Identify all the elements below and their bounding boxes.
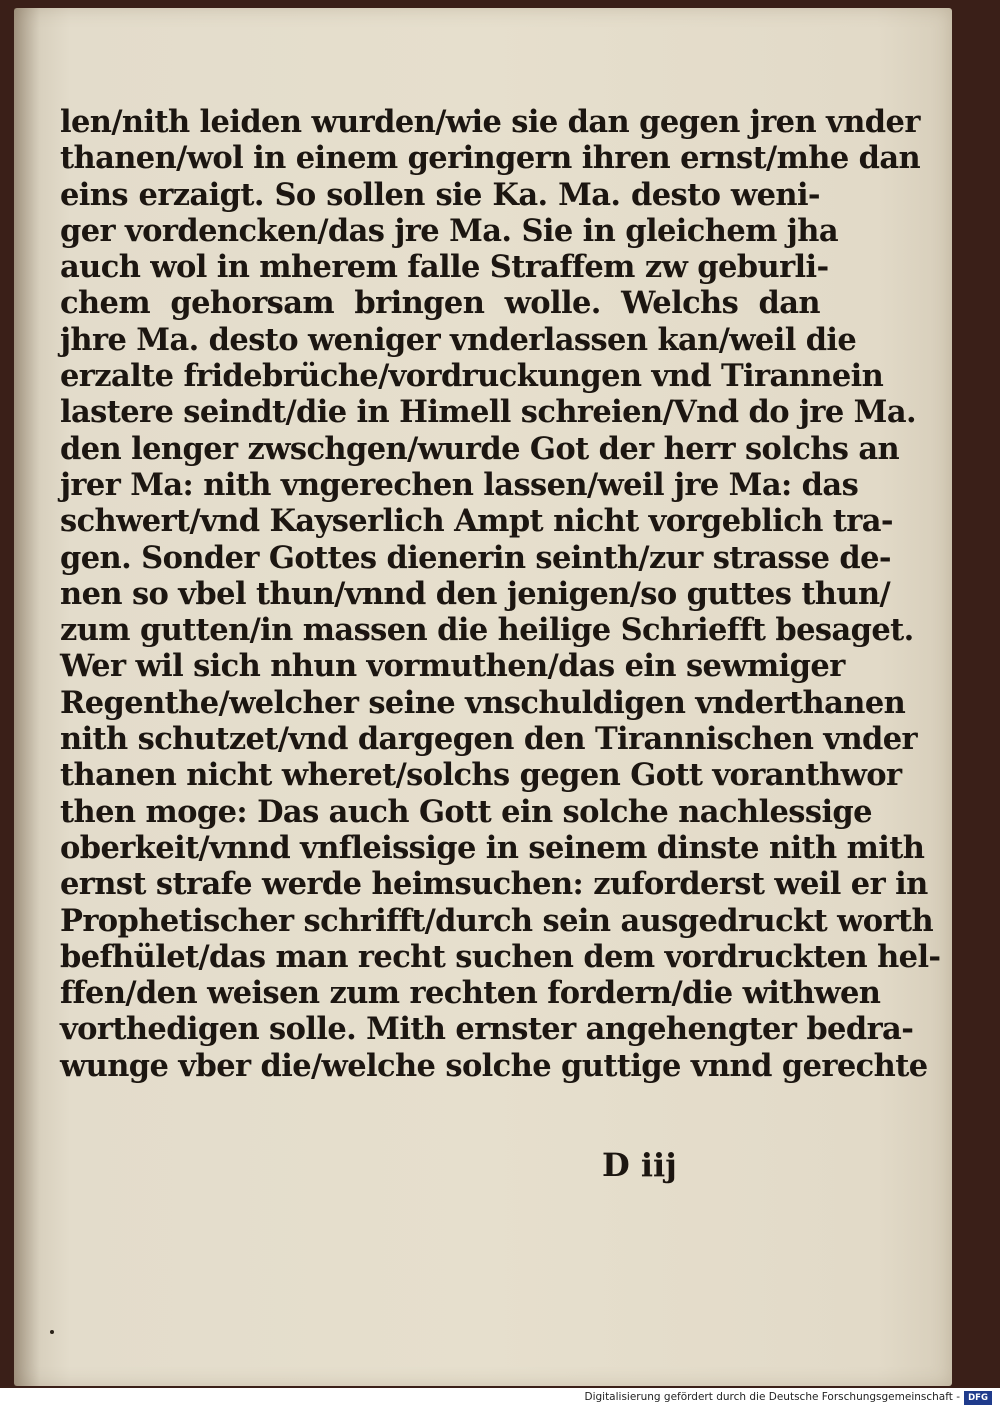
- page-text: [60, 104, 941, 1084]
- dfg-logo-icon: DFG: [964, 1391, 992, 1405]
- spine-shadow: [14, 8, 40, 1386]
- text-line: ffen/den weisen zum rechten fordern/die withwen: [60, 975, 881, 1012]
- text-line: thanen/wol in einem geringern ihren ernst/mhe dan: [60, 140, 921, 177]
- text-line: lastere seindt/die in Himell schreien/Vnd do jre Ma.: [60, 394, 917, 431]
- footer-bar: [0, 1388, 1000, 1409]
- text-line: thanen nicht wheret/solchs gegen Gott voranthwor: [60, 757, 902, 794]
- text-line: gen. Sonder Gottes dienerin seinth/zur strasse de-: [60, 539, 891, 576]
- text-line: Prophetischer schrifft/durch sein ausgedruckt worth: [60, 902, 934, 939]
- text-line: len/nith leiden wurden/wie sie dan gegen jren vnder: [60, 104, 920, 140]
- text-line: befhület/das man recht suchen dem vordruckten hel-: [60, 938, 941, 975]
- text-line: nith schutzet/vnd dargegen den Tirannischen vnder: [60, 721, 918, 758]
- text-line: jhre Ma. desto weniger vnderlassen kan/weil die: [60, 321, 857, 358]
- text-line: vorthedigen solle. Mith ernster angehengter bedra-: [60, 1011, 914, 1048]
- text-line: eins erzaigt. So sollen sie Ka. Ma. desto weni-: [60, 176, 820, 213]
- book-page: [14, 8, 952, 1386]
- text-line: nen so vbel thun/vnnd den jenigen/so guttes thun/: [60, 575, 891, 612]
- text-line: schwert/vnd Kayserlich Ampt nicht vorgeblich tra-: [60, 503, 893, 540]
- funding-credit: Digitalisierung gefördert durch die Deutsche Forschungsgemeinschaft -: [584, 1391, 960, 1403]
- text-line: chem gehorsam bringen wolle. Welchs dan: [60, 285, 820, 322]
- ink-speck: [50, 1330, 54, 1334]
- text-line: den lenger zwschgen/wurde Got der herr solchs an: [60, 430, 900, 467]
- text-line: oberkeit/vnnd vnfleissige in seinem dinste nith mith: [60, 829, 925, 866]
- text-line: erzalte fridebrüche/vordruckungen vnd Tirannein: [60, 358, 884, 395]
- text-line: then moge: Das auch Gott ein solche nachlessige: [60, 793, 872, 830]
- text-line: ernst strafe werde heimsuchen: zuforderst weil er in: [60, 866, 928, 903]
- text-line: jrer Ma: nith vngerechen lassen/weil jre Ma: das: [60, 466, 859, 503]
- text-line: Wer wil sich nhun vormuthen/das ein sewmiger: [60, 648, 845, 685]
- text-line: zum gutten/in massen die heilige Schriefft besaget.: [60, 612, 914, 649]
- text-line: ger vordencken/das jre Ma. Sie in gleichem jha: [60, 212, 838, 249]
- text-line: Regenthe/welcher seine vnschuldigen vnderthanen: [60, 684, 906, 721]
- signature-mark: D iij: [602, 1146, 677, 1184]
- text-line: wunge vber die/welche solche guttige vnnd gerechte: [60, 1047, 928, 1084]
- text-line: auch wol in mherem falle Straffem zw geburli-: [60, 249, 829, 286]
